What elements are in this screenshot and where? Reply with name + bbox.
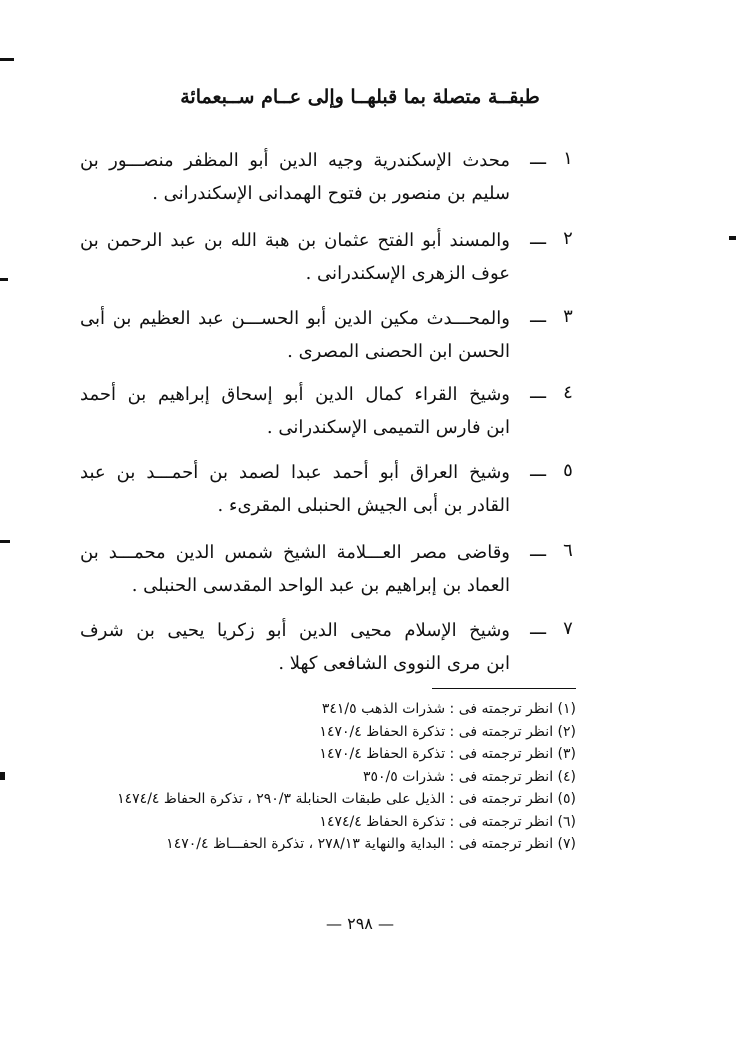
footnote-1: (١) انظر ترجمته فى : شذرات الذهب ٣٤١/٥ xyxy=(321,701,576,717)
footnote-5: (٥) انظر ترجمته فى : الذيل على طبقات الحنابلة ٢٩٠/٣ ، تذكرة الحفاظ ١٤٧٤/٤ xyxy=(117,791,576,807)
entry-text-line-2: سليم بن منصور بن فتوح الهمدانى الإسكندرانى . xyxy=(152,183,510,204)
entry-dash: ـــ xyxy=(530,306,546,327)
entry-text-line-1: والمسند أبو الفتح عثمان بن هبة الله بن عبد الرحمن بن xyxy=(80,230,510,251)
entry-text-line-1: وقاضى مصر العـــلامة الشيخ شمس الدين محمـــد بن xyxy=(80,542,510,563)
entry-number: ٥ xyxy=(563,460,573,481)
footnote-3: (٣) انظر ترجمته فى : تذكرة الحفاظ ١٤٧٠/٤ xyxy=(319,746,576,762)
page-number: — ٢٩٨ — xyxy=(326,914,394,933)
entry-text-line-2: العماد بن إبراهيم بن عبد الواحد المقدسى الحنبلى . xyxy=(131,575,510,596)
footnote-6: (٦) انظر ترجمته فى : تذكرة الحفاظ ١٤٧٤/٤ xyxy=(319,813,576,830)
scan-mark-left-2 xyxy=(0,278,8,281)
entry-dash: ـــ xyxy=(530,228,546,249)
entry-text-line-1: وشيخ العراق أبو أحمد عبدا لصمد بن أحمـــد بن عبد xyxy=(80,462,510,483)
page-title: طبقــة متصلة بما قبلهــا وإلى عــام ســبعمائة xyxy=(180,86,540,108)
entry-dash: ـــ xyxy=(530,460,546,481)
entry-text-line-2: الحسن ابن الحصنى المصرى . xyxy=(287,341,510,362)
entry-text-line-1: وشيخ القراء كمال الدين أبو إسحاق إبراهيم بن أحمد xyxy=(80,384,510,405)
entry-number: ٧ xyxy=(563,618,573,639)
footnotes xyxy=(88,698,576,856)
footnote-separator xyxy=(432,688,576,689)
scan-mark-left-3 xyxy=(0,540,10,543)
entry-dash: ـــ xyxy=(530,540,546,561)
footnote-7: (٧) انظر ترجمته فى : البداية والنهاية ٢٧٨/١٣ ، تذكرة الحفـــاظ ١٤٧٠/٤ xyxy=(166,836,576,852)
entry-text-line-2: القادر بن أبى الجيش الحنبلى المقرىء . xyxy=(217,495,510,516)
entry-text-line-2: عوف الزهرى الإسكندرانى . xyxy=(305,263,510,284)
scan-mark-right xyxy=(729,236,736,240)
entry-dash: ـــ xyxy=(530,148,546,169)
scan-mark-left-4 xyxy=(0,772,5,780)
entry-text-line-1: محدث الإسكندرية وجيه الدين أبو المظفر منصـــور بن xyxy=(80,150,510,171)
entry-number: ٣ xyxy=(563,306,573,327)
entry-text-line-2: ابن مرى النووى الشافعى كهلا . xyxy=(278,653,510,674)
entry-number: ٢ xyxy=(563,228,573,249)
entry-text-line-1: وشيخ الإسلام محيى الدين أبو زكريا يحيى بن شرف xyxy=(80,620,510,641)
entry-text-line-1: والمحـــدث مكين الدين أبو الحســـن عبد العظيم بن أبى xyxy=(80,308,510,329)
entry-number: ١ xyxy=(563,148,573,169)
entry-dash: ـــ xyxy=(530,618,546,639)
footnote-4: (٤) انظر ترجمته فى : شذرات ٣٥٠/٥ xyxy=(362,768,576,785)
entry-number: ٦ xyxy=(563,540,573,561)
entry-number: ٤ xyxy=(563,382,573,403)
scan-mark-left-1 xyxy=(0,58,14,61)
footnote-2: (٢) انظر ترجمته فى : تذكرة الحفاظ ١٤٧٠/٤ xyxy=(319,723,576,740)
entry-dash: ـــ xyxy=(530,382,546,403)
entry-text-line-2: ابن فارس التميمى الإسكندرانى . xyxy=(266,417,510,438)
